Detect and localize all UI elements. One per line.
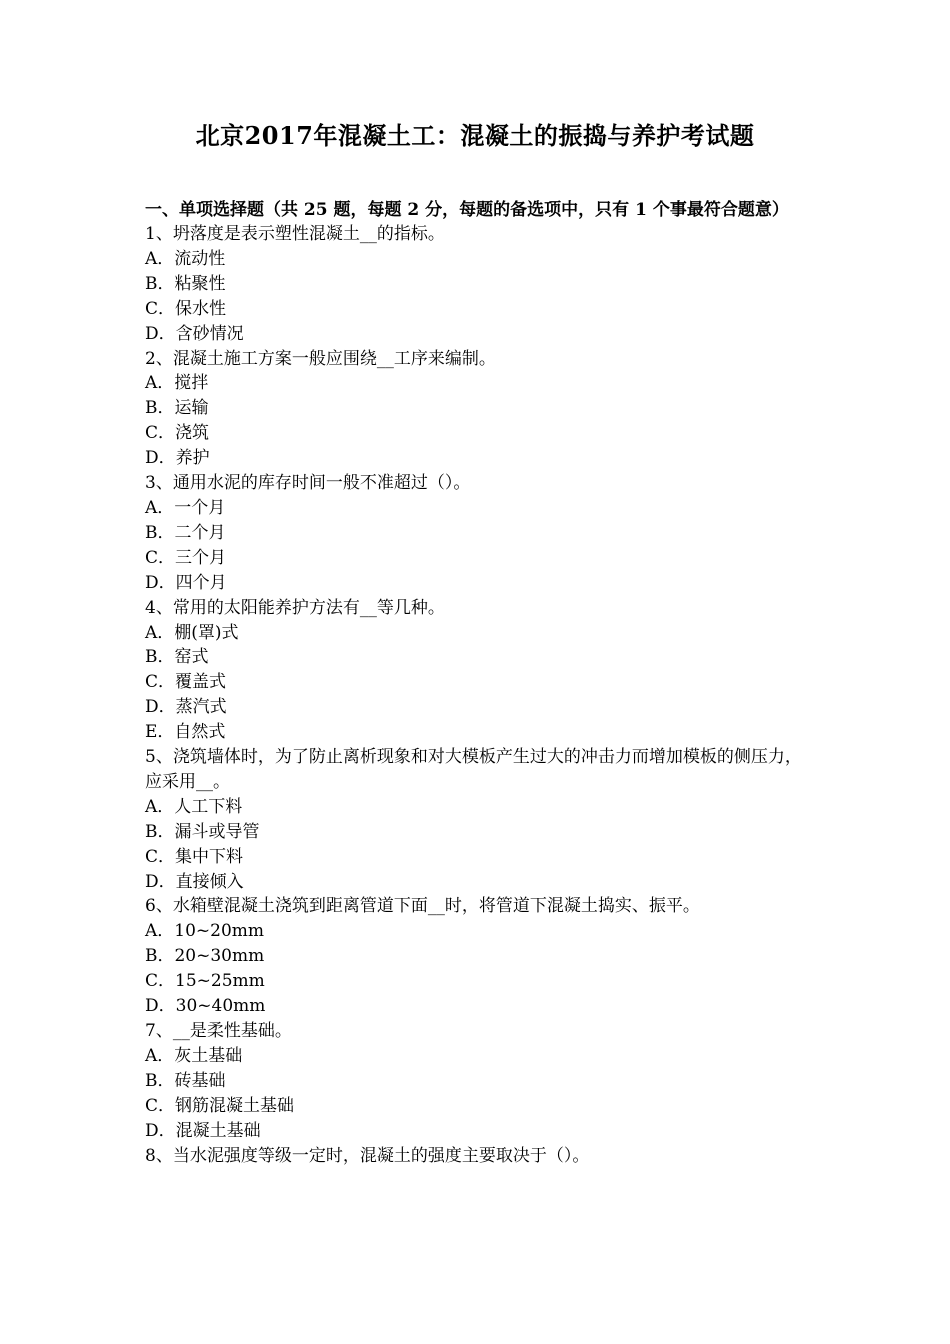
option-d: D．含砂情况: [145, 323, 244, 344]
option-b: B．运输: [145, 398, 209, 419]
option-a: A．棚(罩)式: [145, 622, 239, 643]
document-body: [145, 198, 815, 1168]
option-c: C．三个月: [145, 547, 227, 568]
section-header: 一、单项选择题（共 25 题，每题 2 分，每题的备选项中，只有 1 个事最符合题意）: [145, 200, 789, 220]
question-text: 6、水箱壁混凝土浇筑到距离管道下面__时，将管道下混凝土捣实、振平。: [145, 896, 700, 917]
option-e: E．自然式: [145, 722, 226, 743]
option-b: B．粘聚性: [145, 273, 226, 294]
question-2: [145, 347, 815, 472]
option-d: D．养护: [145, 448, 210, 469]
option-b: B．窑式: [145, 647, 209, 668]
option-a: A．搅拌: [145, 373, 209, 394]
option-c: C．15~25mm: [145, 971, 265, 992]
option-d: D．混凝土基础: [145, 1120, 261, 1141]
question-text: 7、__是柔性基础。: [145, 1021, 292, 1041]
question-7: [145, 1019, 815, 1144]
option-b: B．20~30mm: [145, 946, 265, 967]
option-b: B．砖基础: [145, 1070, 226, 1091]
question-5: [145, 745, 815, 894]
option-c: C．集中下料: [145, 846, 244, 867]
question-text: 1、坍落度是表示塑性混凝土__的指标。: [145, 224, 445, 244]
option-c: C．覆盖式: [145, 672, 227, 693]
question-text: 8、当水泥强度等级一定时，混凝土的强度主要取决于（）。: [145, 1145, 590, 1166]
option-b: B．二个月: [145, 522, 226, 543]
option-c: C．保水性: [145, 298, 227, 319]
option-a: A．流动性: [145, 248, 226, 269]
option-c: C．钢筋混凝土基础: [145, 1095, 295, 1116]
question-4: [145, 596, 815, 745]
option-a: A．人工下料: [145, 796, 243, 817]
option-a: A．一个月: [145, 497, 226, 518]
question-8: [145, 1144, 815, 1169]
option-b: B．漏斗或导管: [145, 821, 260, 842]
question-1: [145, 222, 815, 347]
question-text: 4、常用的太阳能养护方法有__等几种。: [145, 597, 445, 618]
option-a: A．灰土基础: [145, 1045, 243, 1066]
option-d: D．蒸汽式: [145, 697, 227, 718]
option-d: D．直接倾入: [145, 871, 244, 892]
document-title: 北京2017年混凝土工：混凝土的振捣与养护考试题: [195, 121, 755, 150]
question-6: [145, 894, 815, 1019]
option-d: D．30~40mm: [145, 996, 266, 1017]
question-3: [145, 471, 815, 596]
question-text: 5、浇筑墙体时，为了防止离析现象和对大模板产生过大的冲击力而增加模板的侧压力，应采用__。: [145, 747, 802, 792]
option-a: A．10~20mm: [145, 921, 265, 942]
option-c: C．浇筑: [145, 423, 210, 444]
question-text: 2、混凝土施工方案一般应围绕__工序来编制。: [145, 348, 496, 369]
question-text: 3、通用水泥的库存时间一般不准超过（）。: [145, 473, 471, 494]
option-d: D．四个月: [145, 572, 227, 593]
